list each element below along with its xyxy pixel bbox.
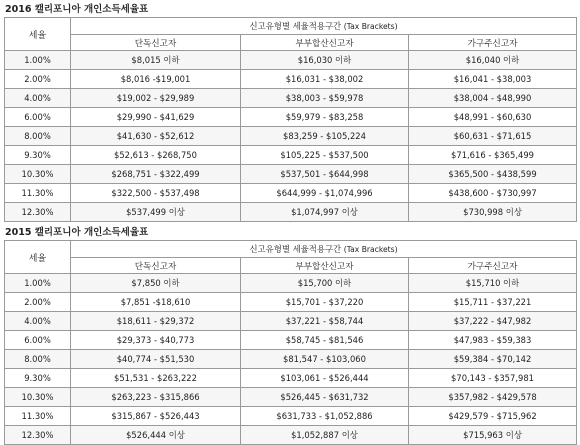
- tax-rate-table: [4, 17, 577, 222]
- single-bracket-cell: $322,500 - $537,498: [71, 184, 241, 203]
- single-bracket-cell: $52,613 - $268,750: [71, 146, 241, 165]
- table-row: [5, 426, 577, 445]
- joint-bracket-cell: $81,547 - $103,060: [241, 350, 409, 369]
- rate-cell: 8.00%: [5, 350, 71, 369]
- rate-cell: 11.30%: [5, 184, 71, 203]
- single-bracket-cell: $29,373 - $40,773: [71, 331, 241, 350]
- table-row: [5, 274, 577, 293]
- table-row: [5, 89, 577, 108]
- rate-cell: 12.30%: [5, 426, 71, 445]
- head-of-household-bracket-cell: $71,616 - $365,499: [409, 146, 577, 165]
- head-of-household-bracket-cell: $59,384 - $70,142: [409, 350, 577, 369]
- head-of-household-bracket-cell: $730,998 이상: [409, 203, 577, 222]
- rate-cell: 4.00%: [5, 89, 71, 108]
- column-header-joint: 부부합산신고자: [241, 258, 409, 274]
- table-body: [5, 274, 577, 445]
- table-row: [5, 369, 577, 388]
- head-of-household-bracket-cell: $37,222 - $47,982: [409, 312, 577, 331]
- head-of-household-bracket-cell: $47,983 - $59,383: [409, 331, 577, 350]
- head-of-household-bracket-cell: $15,711 - $37,221: [409, 293, 577, 312]
- joint-bracket-cell: $537,501 - $644,998: [241, 165, 409, 184]
- head-of-household-bracket-cell: $715,963 이상: [409, 426, 577, 445]
- table-row: [5, 70, 577, 89]
- single-bracket-cell: $7,851 -$18,610: [71, 293, 241, 312]
- table-body: [5, 51, 577, 222]
- head-of-household-bracket-cell: $357,982 - $429,578: [409, 388, 577, 407]
- table-row: [5, 350, 577, 369]
- rate-cell: 2.00%: [5, 70, 71, 89]
- table-row: [5, 293, 577, 312]
- joint-bracket-cell: $38,003 - $59,978: [241, 89, 409, 108]
- column-header-joint: 부부합산신고자: [241, 35, 409, 51]
- joint-bracket-cell: $15,700 이하: [241, 274, 409, 293]
- single-bracket-cell: $263,223 - $315,866: [71, 388, 241, 407]
- single-bracket-cell: $8,016 -$19,001: [71, 70, 241, 89]
- column-header-head-of-household: 가구주신고자: [409, 35, 577, 51]
- rate-column-header: 세율: [5, 18, 71, 51]
- head-of-household-bracket-cell: $438,600 - $730,997: [409, 184, 577, 203]
- bracket-header-label: 신고유형별 세율적용구간: [249, 21, 342, 31]
- table-row: [5, 407, 577, 426]
- rate-cell: 8.00%: [5, 127, 71, 146]
- joint-bracket-cell: $58,745 - $81,546: [241, 331, 409, 350]
- rate-cell: 1.00%: [5, 51, 71, 70]
- bracket-group-header: [71, 18, 577, 35]
- joint-bracket-cell: $1,074,997 이상: [241, 203, 409, 222]
- single-bracket-cell: $51,531 - $263,222: [71, 369, 241, 388]
- tax-table-section-2016: [4, 2, 576, 222]
- rate-cell: 12.30%: [5, 203, 71, 222]
- table-row: [5, 165, 577, 184]
- rate-cell: 11.30%: [5, 407, 71, 426]
- single-bracket-cell: $526,444 이상: [71, 426, 241, 445]
- joint-bracket-cell: $103,061 - $526,444: [241, 369, 409, 388]
- single-bracket-cell: $315,867 - $526,443: [71, 407, 241, 426]
- bracket-header-english: (Tax Brackets): [343, 22, 398, 31]
- rate-cell: 2.00%: [5, 293, 71, 312]
- column-header-single: 단독신고자: [71, 35, 241, 51]
- table-row: [5, 388, 577, 407]
- single-bracket-cell: $41,630 - $52,612: [71, 127, 241, 146]
- single-bracket-cell: $7,850 이하: [71, 274, 241, 293]
- head-of-household-bracket-cell: $38,004 - $48,990: [409, 89, 577, 108]
- rate-cell: 9.30%: [5, 146, 71, 165]
- rate-cell: 6.00%: [5, 108, 71, 127]
- table-title: 2016 캘리포니아 개인소득세율표: [5, 4, 149, 15]
- single-bracket-cell: $19,002 - $29,989: [71, 89, 241, 108]
- joint-bracket-cell: $59,979 - $83,258: [241, 108, 409, 127]
- head-of-household-bracket-cell: $16,040 이하: [409, 51, 577, 70]
- rate-cell: 10.30%: [5, 388, 71, 407]
- single-bracket-cell: $29,990 - $41,629: [71, 108, 241, 127]
- rate-cell: 9.30%: [5, 369, 71, 388]
- bracket-group-header: [71, 241, 577, 258]
- tax-rate-table: [4, 240, 577, 445]
- joint-bracket-cell: $16,031 - $38,002: [241, 70, 409, 89]
- column-header-single: 단독신고자: [71, 258, 241, 274]
- table-row: [5, 203, 577, 222]
- rate-column-header: 세율: [5, 241, 71, 274]
- single-bracket-cell: $18,611 - $29,372: [71, 312, 241, 331]
- head-of-household-bracket-cell: $70,143 - $357,981: [409, 369, 577, 388]
- single-bracket-cell: $40,774 - $51,530: [71, 350, 241, 369]
- joint-bracket-cell: $1,052,887 이상: [241, 426, 409, 445]
- head-of-household-bracket-cell: $48,991 - $60,630: [409, 108, 577, 127]
- head-of-household-bracket-cell: $365,500 - $438,599: [409, 165, 577, 184]
- head-of-household-bracket-cell: $429,579 - $715,962: [409, 407, 577, 426]
- head-of-household-bracket-cell: $60,631 - $71,615: [409, 127, 577, 146]
- rate-cell: 1.00%: [5, 274, 71, 293]
- table-row: [5, 127, 577, 146]
- joint-bracket-cell: $526,445 - $631,732: [241, 388, 409, 407]
- head-of-household-bracket-cell: $15,710 이하: [409, 274, 577, 293]
- head-of-household-bracket-cell: $16,041 - $38,003: [409, 70, 577, 89]
- joint-bracket-cell: $631,733 - $1,052,886: [241, 407, 409, 426]
- table-row: [5, 108, 577, 127]
- table-row: [5, 146, 577, 165]
- rate-cell: 4.00%: [5, 312, 71, 331]
- rate-cell: 6.00%: [5, 331, 71, 350]
- rate-cell: 10.30%: [5, 165, 71, 184]
- single-bracket-cell: $8,015 이하: [71, 51, 241, 70]
- single-bracket-cell: $268,751 - $322,499: [71, 165, 241, 184]
- table-row: [5, 51, 577, 70]
- joint-bracket-cell: $644,999 - $1,074,996: [241, 184, 409, 203]
- joint-bracket-cell: $16,030 이하: [241, 51, 409, 70]
- column-header-head-of-household: 가구주신고자: [409, 258, 577, 274]
- table-row: [5, 184, 577, 203]
- joint-bracket-cell: $37,221 - $58,744: [241, 312, 409, 331]
- single-bracket-cell: $537,499 이상: [71, 203, 241, 222]
- bracket-header-english: (Tax Brackets): [343, 245, 398, 254]
- joint-bracket-cell: $105,225 - $537,500: [241, 146, 409, 165]
- table-row: [5, 312, 577, 331]
- joint-bracket-cell: $83,259 - $105,224: [241, 127, 409, 146]
- bracket-header-label: 신고유형별 세율적용구간: [249, 244, 342, 254]
- table-row: [5, 331, 577, 350]
- tax-table-section-2015: [4, 225, 576, 445]
- table-title: 2015 캘리포니아 개인소득세율표: [5, 227, 149, 238]
- joint-bracket-cell: $15,701 - $37,220: [241, 293, 409, 312]
